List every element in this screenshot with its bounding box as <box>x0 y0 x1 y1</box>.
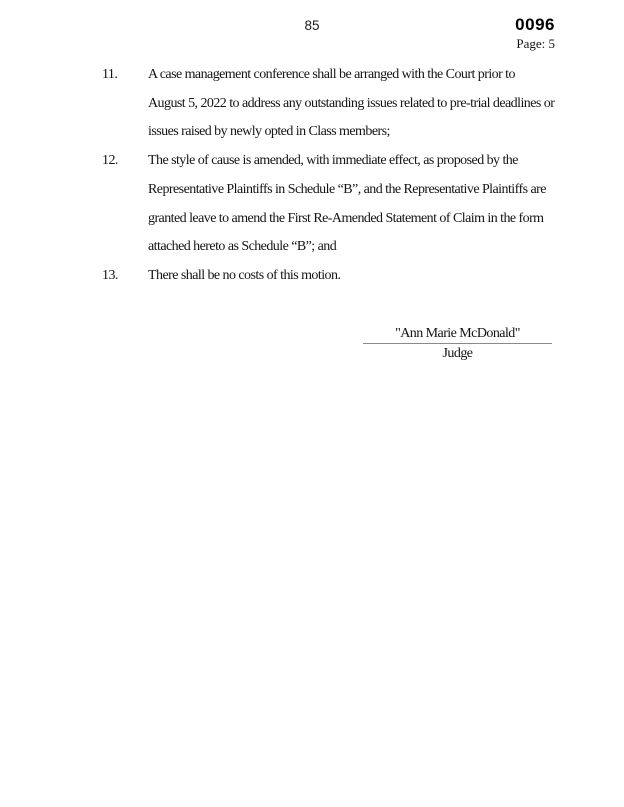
order-item-13 <box>102 262 554 291</box>
signature-title: Judge <box>442 346 473 361</box>
judge-signature-block <box>363 326 552 361</box>
order-item-12 <box>102 147 554 262</box>
stamp-number: 0096 <box>515 15 555 34</box>
order-paragraph-list <box>102 61 554 291</box>
text-line: There shall be no costs of this motion. <box>148 267 341 283</box>
sheet-number: 85 <box>304 18 320 33</box>
text-line: The style of cause is amended, with immediate effect, as proposed by the <box>148 153 518 169</box>
item-number: 12. <box>102 153 118 169</box>
item-text <box>148 262 340 291</box>
item-text <box>148 61 554 147</box>
item-number: 11. <box>102 67 118 82</box>
signature-name: "Ann Marie McDonald" <box>363 326 552 344</box>
stamp-page-label: Page: 5 <box>516 36 555 51</box>
text-line: issues raised by newly opted in Class members; <box>148 124 390 140</box>
item-number: 13. <box>102 267 118 283</box>
text-line: attached hereto as Schedule “B”; and <box>148 239 337 255</box>
bates-stamp <box>515 16 555 51</box>
text-line: granted leave to amend the First Re-Amended Statement of Claim in the form <box>148 210 544 226</box>
order-item-11 <box>102 61 554 147</box>
text-line: A case management conference shall be arranged with the Court prior to <box>148 67 515 82</box>
text-line: Representative Plaintiffs in Schedule “B”, and the Representative Plaintiffs are <box>148 181 546 197</box>
text-line: August 5, 2022 to address any outstanding issues related to pre-trial deadlines or <box>148 95 555 111</box>
item-text <box>148 147 546 262</box>
